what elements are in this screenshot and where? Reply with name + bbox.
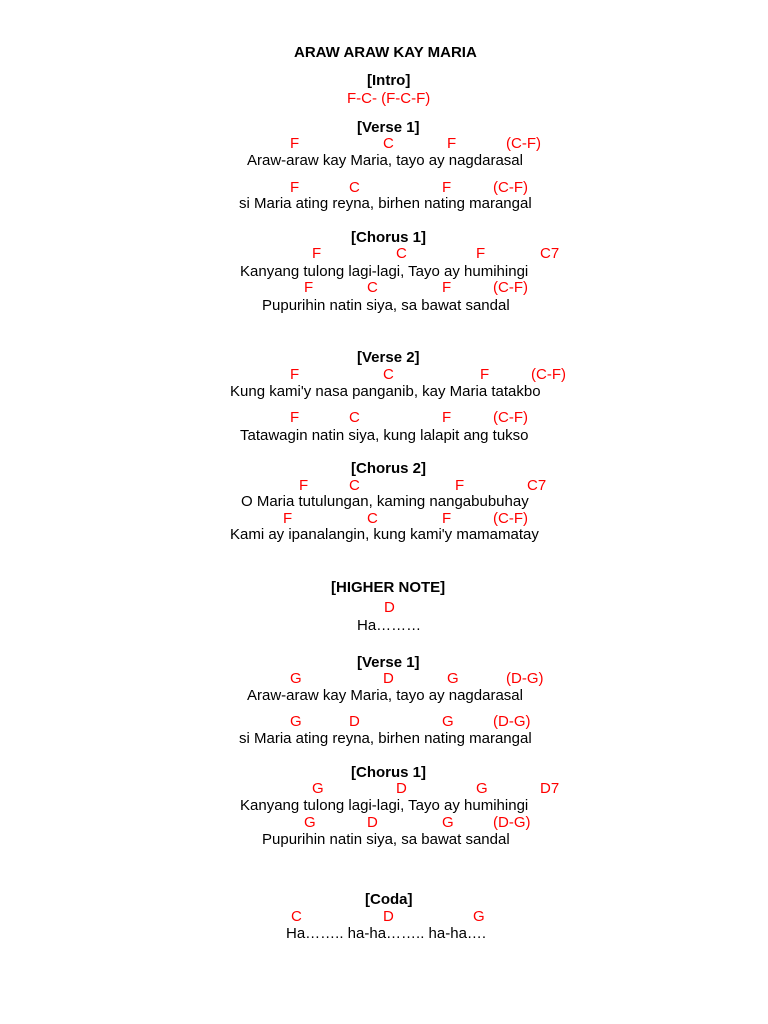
- chord: F: [480, 366, 490, 383]
- chord: (D-G): [493, 814, 531, 831]
- lyric-line: Ha…….. ha-ha…….. ha-ha….: [286, 925, 487, 942]
- chord: F: [290, 135, 300, 152]
- lyric-line: Araw-araw kay Maria, tayo ay nagdarasal: [247, 687, 523, 704]
- lyric-line: Pupurihin natin siya, sa bawat sandal: [262, 297, 510, 314]
- verse2-heading: [Verse 2]: [357, 349, 420, 366]
- lyric-line: Kung kami'y nasa panganib, kay Maria tatakbo: [230, 383, 541, 400]
- intro-chords: F-C- (F-C-F): [347, 90, 431, 107]
- chord: C7: [540, 245, 560, 262]
- chord: F: [290, 179, 300, 196]
- chord: D: [396, 780, 407, 797]
- chord: C: [396, 245, 407, 262]
- chord: G: [476, 780, 488, 797]
- higher-note-heading: [HIGHER NOTE]: [331, 579, 446, 596]
- chord: F: [442, 409, 452, 426]
- chord: F: [299, 477, 309, 494]
- chord: D: [384, 599, 395, 616]
- chord: G: [290, 670, 302, 687]
- chord: F: [290, 366, 300, 383]
- chord: D7: [540, 780, 560, 797]
- chord: (C-F): [493, 409, 528, 426]
- chorus1-heading: [Chorus 1]: [351, 229, 426, 246]
- chord: F: [442, 510, 452, 527]
- chord: G: [304, 814, 316, 831]
- chord: (C-F): [531, 366, 566, 383]
- chord: D: [383, 670, 394, 687]
- chord: C7: [527, 477, 547, 494]
- chord: C: [383, 135, 394, 152]
- chord: G: [473, 908, 485, 925]
- chorus1-high-heading: [Chorus 1]: [351, 764, 426, 781]
- chord: F: [283, 510, 293, 527]
- chord: F: [442, 179, 452, 196]
- chord: (C-F): [493, 279, 528, 296]
- coda-heading: [Coda]: [365, 891, 413, 908]
- chord: (C-F): [493, 179, 528, 196]
- chord: F: [476, 245, 486, 262]
- chord: G: [442, 713, 454, 730]
- chord: C: [383, 366, 394, 383]
- chord: C: [349, 179, 360, 196]
- chord: G: [290, 713, 302, 730]
- verse1-heading: [Verse 1]: [357, 119, 420, 136]
- chord: C: [291, 908, 302, 925]
- chord: F: [442, 279, 452, 296]
- chorus2-heading: [Chorus 2]: [351, 460, 426, 477]
- chord: G: [442, 814, 454, 831]
- chord: (C-F): [506, 135, 541, 152]
- verse1-high-heading: [Verse 1]: [357, 654, 420, 671]
- song-title: ARAW ARAW KAY MARIA: [294, 44, 477, 61]
- chord: C: [367, 510, 378, 527]
- chord: C: [349, 477, 360, 494]
- lyric-line: Ha………: [357, 617, 422, 634]
- chord: C: [349, 409, 360, 426]
- chord: F: [455, 477, 465, 494]
- chord: (D-G): [506, 670, 544, 687]
- chord: D: [383, 908, 394, 925]
- lyric-line: Kanyang tulong lagi-lagi, Tayo ay humihingi: [240, 797, 529, 814]
- chord: (C-F): [493, 510, 528, 527]
- chord: G: [447, 670, 459, 687]
- chord: (D-G): [493, 713, 531, 730]
- chord: F: [447, 135, 457, 152]
- lyric-line: Pupurihin natin siya, sa bawat sandal: [262, 831, 510, 848]
- lyric-line: Araw-araw kay Maria, tayo ay nagdarasal: [247, 152, 523, 169]
- lyric-line: O Maria tutulungan, kaming nangabubuhay: [241, 493, 529, 510]
- lyric-line: Kanyang tulong lagi-lagi, Tayo ay humihingi: [240, 263, 529, 280]
- lyric-line: Kami ay ipanalangin, kung kami'y mamamatay: [230, 526, 539, 543]
- chord: F: [312, 245, 322, 262]
- chord: C: [367, 279, 378, 296]
- chord: D: [367, 814, 378, 831]
- chord: F: [304, 279, 314, 296]
- lyric-line: Tatawagin natin siya, kung lalapit ang tukso: [240, 427, 529, 444]
- lyric-line: si Maria ating reyna, birhen nating marangal: [239, 730, 532, 747]
- lyric-line: si Maria ating reyna, birhen nating marangal: [239, 195, 532, 212]
- chord: G: [312, 780, 324, 797]
- chord: F: [290, 409, 300, 426]
- chord: D: [349, 713, 360, 730]
- intro-heading: [Intro]: [367, 72, 411, 89]
